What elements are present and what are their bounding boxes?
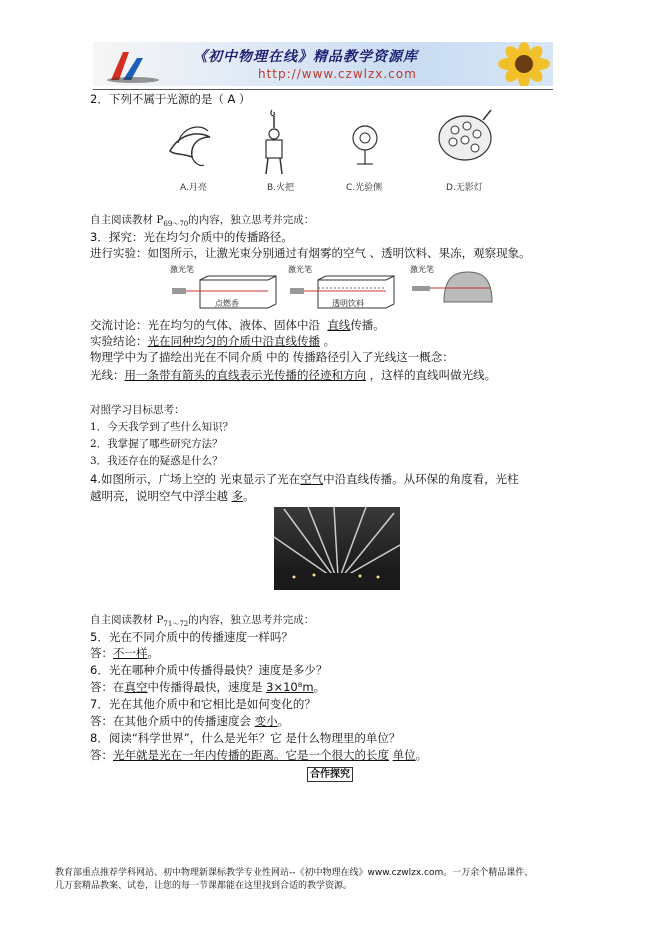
incense-label: 点燃香 bbox=[215, 299, 239, 308]
header-banner bbox=[93, 42, 553, 86]
q2-option-d: D.无影灯 bbox=[446, 183, 483, 193]
square-light-beams-photo bbox=[274, 507, 400, 590]
q2-question: 2．下列不属于光源的是（ A ） bbox=[90, 92, 251, 106]
reflection-title: 对照学习目标思考： bbox=[90, 404, 185, 416]
q3-experiment: 进行实验：如图所示，让激光束分别通过有烟雾的空气 、透明饮料、果冻，观察现象。 bbox=[90, 246, 531, 260]
q3-ray-definition: 光线：用一条带有箭头的直线表示光传播的径迹和方向 ，这样的直线叫做光线。 bbox=[90, 368, 497, 382]
device-icon bbox=[345, 116, 385, 172]
sunflower-icon bbox=[488, 42, 553, 86]
q5-question: 5．光在不同介质中的传播速度一样吗？ bbox=[90, 630, 293, 644]
q2-option-c: C.光验侧 bbox=[346, 183, 383, 193]
banner-title: 《初中物理在线》精品教学资源库 bbox=[193, 49, 418, 65]
q3-title: 3．探究：光在均匀介质中的传播路径。 bbox=[90, 230, 293, 244]
header-divider bbox=[93, 89, 553, 90]
footer-line-1: 教育部重点推荐学科网站、初中物理新课标教学专业性网站--《初中物理在线》www.czwlzx.com。一万余个精品课件、 bbox=[55, 868, 534, 878]
q2-option-a: A.月亮 bbox=[180, 183, 207, 193]
q2-figure bbox=[150, 108, 500, 196]
laser-pen-label-2: 激光笔 bbox=[288, 265, 312, 274]
shadowless-lamp-icon bbox=[435, 108, 495, 172]
reading-instruction-1: 自主阅读教材 $P_{69\sim 70}$的内容，独立思考并完成： bbox=[90, 214, 315, 229]
torch-person-icon bbox=[250, 108, 300, 178]
banner-url[interactable]: http://www.czwlzx.com bbox=[258, 67, 417, 81]
q8-question: 8．阅读“科学世界”，什么是光年？它 是什么物理里的单位？ bbox=[90, 731, 401, 745]
q4-line-2: 越明亮，说明空气中浮尘越 多。 bbox=[90, 489, 255, 503]
laser-pen-label-1: 激光笔 bbox=[170, 265, 194, 274]
footer-line-2: 几万套精品教案、试卷，让您的每一节课都能在这里找到合适的教学资源。 bbox=[55, 881, 353, 891]
reflection-item-2: 2．我掌握了哪些研究方法？ bbox=[90, 438, 223, 450]
reading-instruction-2: 自主阅读教材 $P_{71\sim 72}$的内容，独立思考并完成： bbox=[90, 614, 315, 629]
q3-apparatus-figure bbox=[170, 264, 500, 312]
q3-conclusion: 实验结论：光在同种均匀的介质中沿直线传播 。 bbox=[90, 334, 336, 348]
reflection-item-3: 3．我还存在的疑惑是什么？ bbox=[90, 455, 223, 467]
q6-question: 6．光在哪种介质中传播得最快？速度是多少？ bbox=[90, 663, 328, 677]
q4-line-1: 4.如图所示，广场上空的 光束显示了光在空气中沿直线传播。从环保的角度看，光柱 bbox=[90, 472, 519, 486]
drink-label: 透明饮料 bbox=[332, 299, 364, 308]
site-logo bbox=[101, 46, 161, 84]
q3-physics-line: 物理学中为了描绘出光在不同介质 中的 传播路径引入了光线这一概念： bbox=[90, 350, 454, 364]
q8-answer: 答：光年就是光在一年内传播的距离。它是一个很大的长度 单位。 bbox=[90, 748, 428, 762]
q6-answer: 答：在真空中传播得最快，速度是 3×10⁸m。 bbox=[90, 680, 326, 694]
q2-option-b: B.火把 bbox=[267, 183, 295, 193]
reflection-item-1: 1．今天我学到了些什么知识？ bbox=[90, 421, 234, 433]
q7-question: 7．光在其他介质中和它相比是如何变化的？ bbox=[90, 697, 316, 711]
q5-answer: 答：不一样。 bbox=[90, 646, 159, 660]
q7-answer: 答：在其他介质中的传播速度会 变小。 bbox=[90, 714, 290, 728]
section-tag: 合作探究 bbox=[307, 767, 353, 782]
q3-discussion: 交流讨论：光在均匀的气体、液体、固体中沿 直线传播。 bbox=[90, 318, 385, 332]
laser-pen-label-3: 激光笔 bbox=[410, 265, 434, 274]
moon-icon bbox=[160, 113, 220, 173]
